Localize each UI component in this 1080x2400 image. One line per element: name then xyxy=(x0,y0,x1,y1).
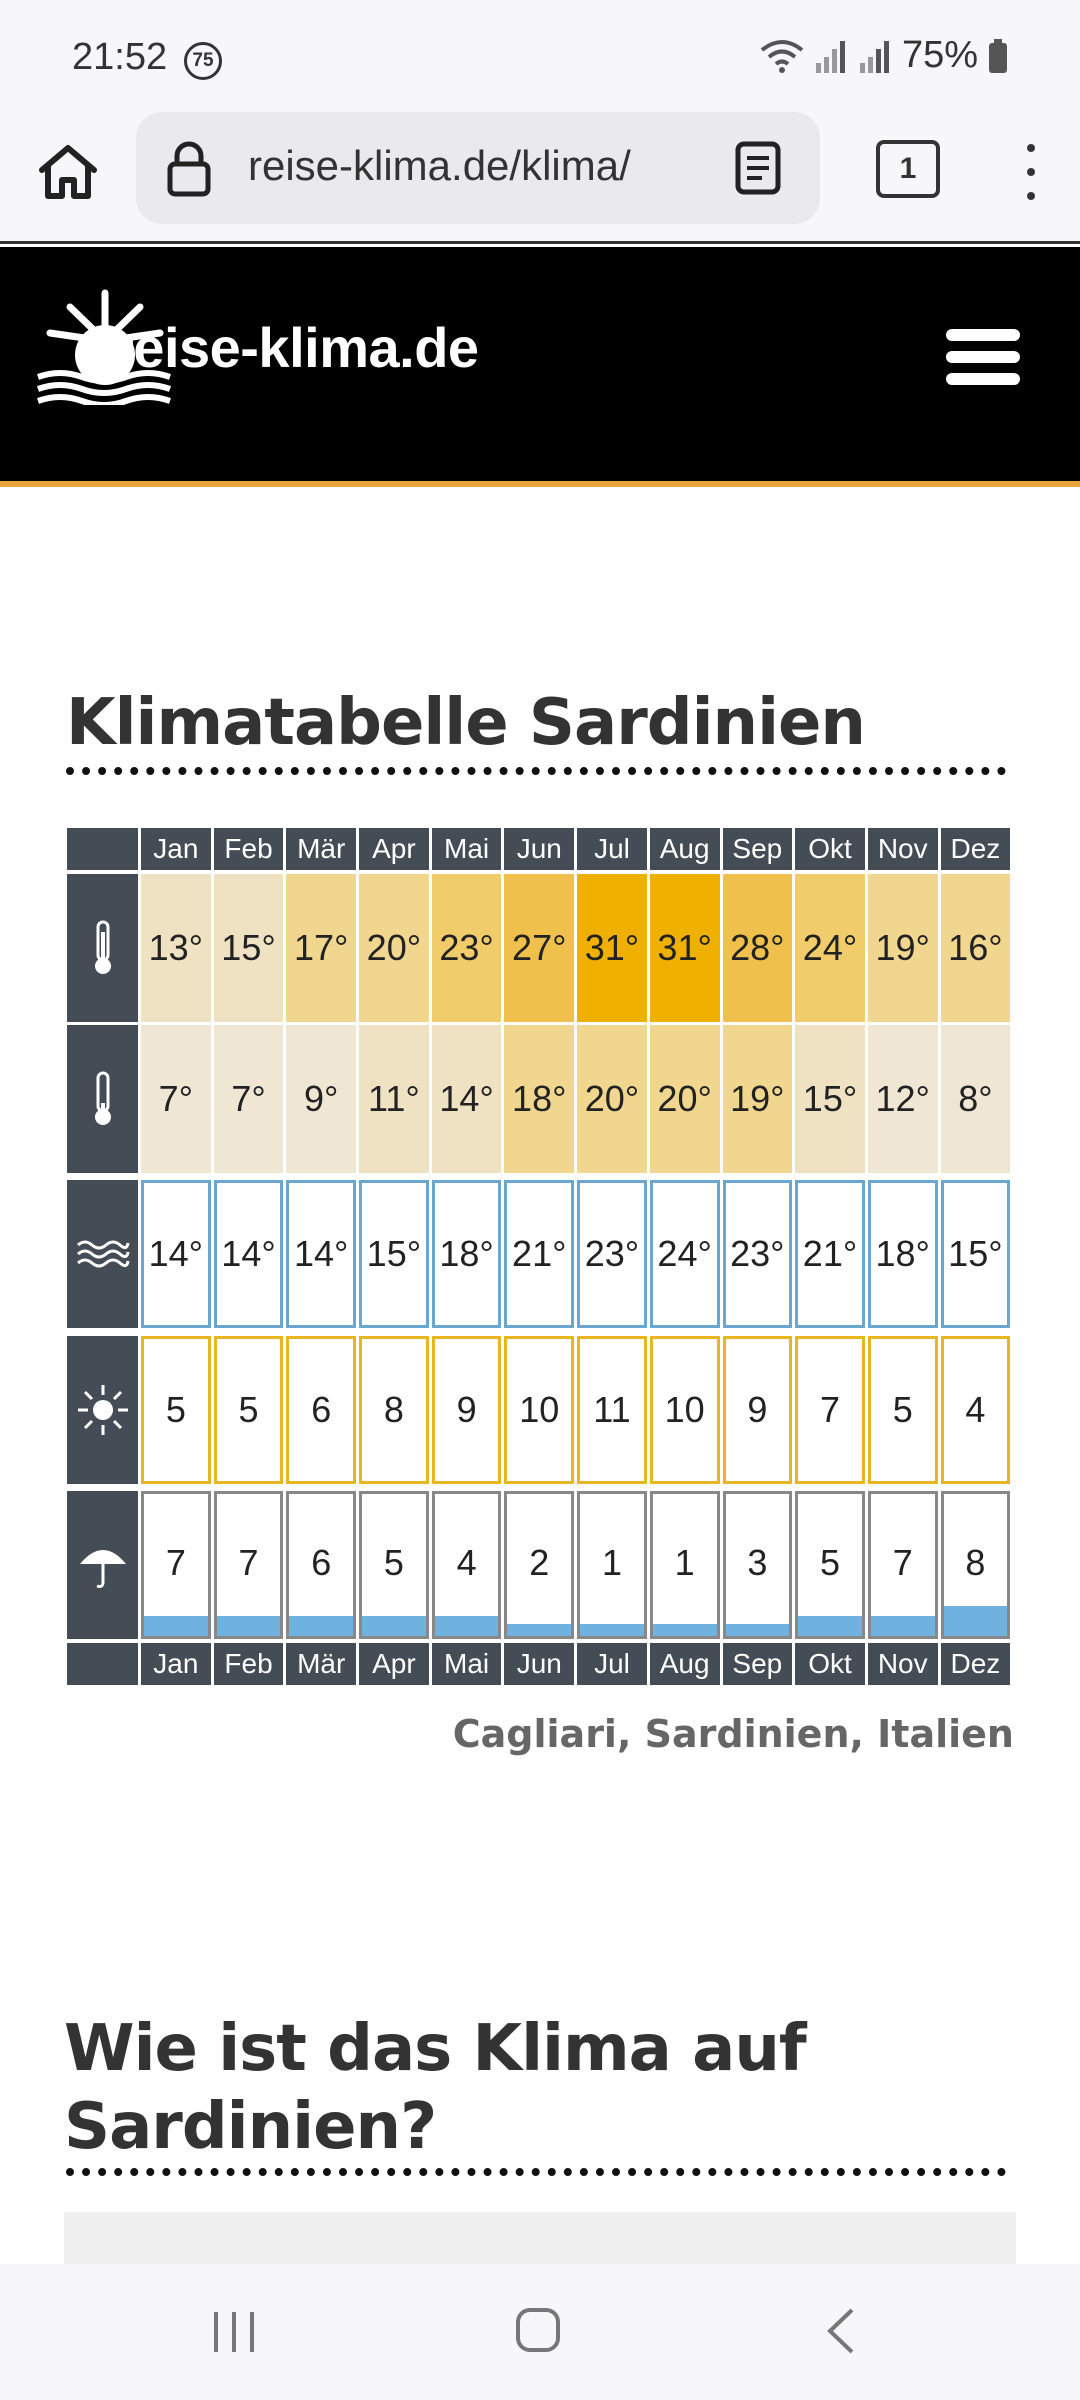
max-temp-cell-value: 16° xyxy=(948,927,1003,968)
month-footer-cell-value: Apr xyxy=(372,1648,416,1679)
month-footer-cell-value: Aug xyxy=(659,1648,710,1679)
month-header-cell xyxy=(141,828,211,870)
month-header-cell xyxy=(941,828,1011,870)
rain-days-cell xyxy=(359,1491,429,1639)
rain-days-cell xyxy=(504,1491,574,1639)
max-temp-cell-value: 24° xyxy=(802,927,858,968)
logo-text[interactable]: reise-klima.de xyxy=(112,316,479,379)
month-header-cell xyxy=(577,828,647,870)
address-bar[interactable] xyxy=(136,112,820,224)
sun-hours-cell xyxy=(504,1336,574,1484)
site-header xyxy=(0,247,1080,487)
min-temp-cell xyxy=(795,1025,865,1173)
min-temp-cell xyxy=(432,1025,502,1173)
month-header-cell-value: Feb xyxy=(224,833,273,864)
header-corner xyxy=(67,828,138,870)
max-temp-cell xyxy=(214,874,284,1022)
month-footer-cell-value: Jul xyxy=(594,1648,630,1679)
min-temp-cell xyxy=(650,1025,720,1173)
tabs-button[interactable]: 1 xyxy=(876,140,940,198)
water-temp-cell-value: 14° xyxy=(293,1233,349,1274)
month-footer-cell-value: Okt xyxy=(808,1648,852,1679)
month-header-cell xyxy=(286,828,356,870)
rain-level-bar xyxy=(871,1616,935,1636)
sun-hours-cell xyxy=(941,1336,1011,1484)
water-temp-row xyxy=(67,1180,1013,1328)
month-footer-cell xyxy=(723,1643,793,1685)
max-temp-cell xyxy=(723,874,793,1022)
sun-hours-cell-value: 7 xyxy=(820,1389,841,1430)
sun-hours-cell-value: 9 xyxy=(747,1389,768,1430)
month-footer-cell-value: Feb xyxy=(224,1648,273,1679)
signal-icon-2 xyxy=(858,39,892,73)
month-header-cell xyxy=(868,828,938,870)
sun-hours-cell-value: 6 xyxy=(311,1389,332,1430)
month-footer-cell xyxy=(432,1643,502,1685)
month-header-cell-value: Aug xyxy=(659,833,710,864)
month-header-cell xyxy=(795,828,865,870)
max-temp-cell-value: 23° xyxy=(439,927,494,968)
sun-hours-cell xyxy=(723,1336,793,1484)
thermometer-high-icon xyxy=(67,874,138,1022)
thermometer-low-icon xyxy=(67,1025,138,1173)
notification-badge: 75 xyxy=(184,42,222,80)
month-footer-cell xyxy=(141,1643,211,1685)
rain-days-cell xyxy=(577,1491,647,1639)
rain-days-cell xyxy=(286,1491,356,1639)
sun-hours-cell xyxy=(577,1336,647,1484)
browser-toolbar xyxy=(0,112,1080,244)
water-temp-cell xyxy=(141,1180,211,1328)
rain-days-cell xyxy=(432,1491,502,1639)
max-temp-row xyxy=(67,874,1013,1022)
month-footer-cell-value: Dez xyxy=(950,1648,1001,1679)
sun-hours-cell-value: 11 xyxy=(593,1389,631,1430)
section-divider xyxy=(66,2166,1006,2176)
max-temp-cell-value: 19° xyxy=(875,927,930,968)
rain-days-cell-value: 3 xyxy=(747,1542,768,1583)
rain-days-cell xyxy=(214,1491,284,1639)
month-footer-cell xyxy=(577,1643,647,1685)
month-header-cell xyxy=(214,828,284,870)
recent-apps-icon[interactable] xyxy=(214,2312,258,2352)
min-temp-cell-value: 11° xyxy=(368,1078,420,1119)
sun-hours-cell xyxy=(286,1336,356,1484)
month-footer-cell xyxy=(868,1643,938,1685)
water-temp-cell xyxy=(795,1180,865,1328)
min-temp-cell xyxy=(941,1025,1011,1173)
sun-hours-cell xyxy=(650,1336,720,1484)
rain-level-bar xyxy=(362,1616,426,1636)
max-temp-cell xyxy=(504,874,574,1022)
month-footer-cell-value: Sep xyxy=(732,1648,783,1679)
water-temp-cell xyxy=(577,1180,647,1328)
max-temp-cell xyxy=(432,874,502,1022)
min-temp-cell xyxy=(214,1025,284,1173)
max-temp-cell xyxy=(868,874,938,1022)
water-temp-cell xyxy=(650,1180,720,1328)
back-icon[interactable] xyxy=(826,2308,856,2354)
month-footer-cell xyxy=(941,1643,1011,1685)
battery-percent: 75% xyxy=(901,34,978,76)
title-divider xyxy=(66,765,1006,775)
home-icon xyxy=(36,142,100,202)
month-header-cell xyxy=(359,828,429,870)
rain-level-bar xyxy=(507,1624,571,1636)
rain-days-cell-value: 5 xyxy=(820,1542,841,1583)
page-title: Klimatabelle Sardinien xyxy=(66,686,865,760)
month-header-cell-value: Apr xyxy=(372,833,416,864)
min-temp-cell-value: 12° xyxy=(875,1078,930,1119)
min-temp-cell xyxy=(141,1025,211,1173)
sun-hours-cell-value: 10 xyxy=(664,1389,705,1430)
lock-icon xyxy=(164,140,214,198)
month-footer-cell-value: Mär xyxy=(297,1648,346,1679)
max-temp-cell-value: 15° xyxy=(221,927,276,968)
sun-hours-cell xyxy=(141,1336,211,1484)
month-header-cell xyxy=(432,828,502,870)
min-temp-cell-value: 18° xyxy=(512,1078,567,1119)
status-bar xyxy=(0,0,1080,112)
water-temp-cell-value: 14° xyxy=(221,1233,276,1274)
rain-days-cell xyxy=(723,1491,793,1639)
water-temp-cell-value: 23° xyxy=(730,1233,785,1274)
rain-level-bar xyxy=(435,1616,499,1636)
max-temp-cell-value: 28° xyxy=(730,927,785,968)
water-temp-cell-value: 18° xyxy=(439,1233,494,1274)
month-header-cell-value: Jun xyxy=(516,833,562,864)
water-temp-cell xyxy=(286,1180,356,1328)
rain-days-cell-value: 7 xyxy=(238,1542,259,1583)
section-heading: Wie ist das Klima auf Sardinien? xyxy=(64,2012,806,2164)
sun-hours-cell xyxy=(214,1336,284,1484)
min-temp-row xyxy=(67,1025,1013,1173)
min-temp-cell-value: 7° xyxy=(158,1078,194,1119)
month-header-cell xyxy=(504,828,574,870)
rain-level-bar xyxy=(217,1616,281,1636)
waves-icon xyxy=(67,1180,138,1328)
sun-hours-cell-value: 5 xyxy=(892,1389,913,1430)
month-header-cell-value: Nov xyxy=(877,833,928,864)
max-temp-cell xyxy=(795,874,865,1022)
home-button[interactable] xyxy=(32,136,104,208)
rain-level-bar xyxy=(580,1624,644,1636)
min-temp-cell-value: 14° xyxy=(439,1078,494,1119)
month-footer-cell xyxy=(795,1643,865,1685)
rain-days-cell-value: 1 xyxy=(674,1542,695,1583)
rain-days-cell-value: 2 xyxy=(529,1542,550,1583)
min-temp-cell xyxy=(868,1025,938,1173)
month-footer-cell xyxy=(650,1643,720,1685)
max-temp-cell xyxy=(286,874,356,1022)
max-temp-cell-value: 31° xyxy=(657,927,712,968)
min-temp-cell-value: 20° xyxy=(584,1078,640,1119)
month-header-cell-value: Mai xyxy=(444,833,490,864)
min-temp-cell xyxy=(286,1025,356,1173)
min-temp-cell-value: 19° xyxy=(730,1078,785,1119)
rain-days-cell-value: 7 xyxy=(165,1542,186,1583)
month-header-cell-value: Okt xyxy=(808,833,852,864)
water-temp-cell-value: 21° xyxy=(802,1233,858,1274)
rain-days-cell-value: 7 xyxy=(892,1542,913,1583)
min-temp-cell xyxy=(359,1025,429,1173)
min-temp-cell-value: 7° xyxy=(231,1078,266,1119)
min-temp-cell-value: 9° xyxy=(304,1078,339,1119)
rain-days-cell-value: 5 xyxy=(383,1542,404,1583)
month-header-cell xyxy=(723,828,793,870)
max-temp-cell xyxy=(141,874,211,1022)
sun-hours-cell-value: 9 xyxy=(456,1389,477,1430)
month-footer-cell-value: Jun xyxy=(516,1648,562,1679)
rain-days-cell xyxy=(795,1491,865,1639)
hamburger-menu-icon[interactable] xyxy=(946,327,1026,387)
status-time: 21:52 xyxy=(72,36,168,78)
month-footer-cell-value: Nov xyxy=(877,1648,928,1679)
month-header-bottom xyxy=(67,1643,1013,1685)
month-footer-cell xyxy=(504,1643,574,1685)
max-temp-cell xyxy=(650,874,720,1022)
water-temp-cell xyxy=(868,1180,938,1328)
rain-days-cell xyxy=(868,1491,938,1639)
month-footer-cell xyxy=(359,1643,429,1685)
min-temp-cell-value: 20° xyxy=(657,1078,712,1119)
month-footer-cell-value: Jan xyxy=(153,1648,199,1679)
sun-hours-cell xyxy=(795,1336,865,1484)
rain-days-cell-value: 4 xyxy=(456,1542,477,1583)
month-header-cell-value: Jan xyxy=(153,833,199,864)
min-temp-cell xyxy=(504,1025,574,1173)
max-temp-cell-value: 17° xyxy=(293,927,349,968)
max-temp-cell-value: 27° xyxy=(512,927,567,968)
sun-hours-cell-value: 4 xyxy=(965,1389,986,1430)
water-temp-cell-value: 24° xyxy=(657,1233,712,1274)
table-caption: Cagliari, Sardinien, Italien xyxy=(452,1712,1014,1756)
max-temp-cell-value: 31° xyxy=(584,927,640,968)
max-temp-cell xyxy=(359,874,429,1022)
max-temp-cell-value: 13° xyxy=(148,927,204,968)
footer-corner xyxy=(67,1643,138,1685)
month-footer-cell-value: Mai xyxy=(444,1648,490,1679)
min-temp-cell-value: 8° xyxy=(958,1078,993,1119)
sun-hours-cell xyxy=(868,1336,938,1484)
month-footer-cell xyxy=(286,1643,356,1685)
water-temp-cell xyxy=(214,1180,284,1328)
month-header-cell-value: Sep xyxy=(732,833,783,864)
rain-days-cell xyxy=(650,1491,720,1639)
system-nav-bar xyxy=(0,2264,1080,2400)
month-header-cell xyxy=(650,828,720,870)
rain-level-bar xyxy=(144,1616,208,1636)
rain-days-cell xyxy=(141,1491,211,1639)
water-temp-cell-value: 15° xyxy=(948,1233,1003,1274)
sun-hours-cell xyxy=(432,1336,502,1484)
wifi-icon xyxy=(760,38,804,74)
water-temp-cell-value: 23° xyxy=(584,1233,640,1274)
water-temp-cell xyxy=(504,1180,574,1328)
nav-home-icon[interactable] xyxy=(516,2308,560,2352)
rain-level-bar xyxy=(798,1616,862,1636)
min-temp-cell xyxy=(723,1025,793,1173)
rain-days-cell xyxy=(941,1491,1011,1639)
sun-hours-cell-value: 10 xyxy=(519,1389,560,1430)
month-header-top xyxy=(67,828,1013,870)
rain-days-cell-value: 8 xyxy=(965,1542,986,1583)
water-temp-cell-value: 15° xyxy=(366,1233,422,1274)
rain-level-bar xyxy=(289,1616,353,1636)
water-temp-cell-value: 21° xyxy=(512,1233,567,1274)
rain-level-bar xyxy=(653,1624,717,1636)
battery-icon xyxy=(988,39,1008,73)
umbrella-icon xyxy=(67,1491,138,1639)
month-footer-cell xyxy=(214,1643,284,1685)
sun-hours-cell-value: 5 xyxy=(238,1389,259,1430)
rain-days-cell-value: 1 xyxy=(601,1542,622,1583)
water-temp-cell xyxy=(941,1180,1011,1328)
url-text[interactable]: reise-klima.de/klima/ xyxy=(248,142,631,189)
rain-level-bar xyxy=(726,1624,790,1636)
max-temp-cell xyxy=(941,874,1011,1022)
rain-days-cell-value: 6 xyxy=(311,1542,332,1583)
water-temp-cell-value: 14° xyxy=(148,1233,204,1274)
sun-hours-cell-value: 5 xyxy=(165,1389,186,1430)
sun-hours-row xyxy=(67,1336,1013,1484)
min-temp-cell-value: 15° xyxy=(802,1078,858,1119)
water-temp-cell xyxy=(359,1180,429,1328)
water-temp-cell xyxy=(723,1180,793,1328)
sun-icon xyxy=(67,1336,138,1484)
month-header-cell-value: Jul xyxy=(594,833,630,864)
rain-days-row xyxy=(67,1491,1013,1639)
sun-hours-cell-value: 8 xyxy=(383,1389,404,1430)
min-temp-cell xyxy=(577,1025,647,1173)
water-temp-cell-value: 18° xyxy=(875,1233,930,1274)
rain-level-bar xyxy=(944,1606,1008,1636)
sun-hours-cell xyxy=(359,1336,429,1484)
signal-icon xyxy=(814,39,848,73)
water-temp-cell xyxy=(432,1180,502,1328)
reader-mode-icon[interactable] xyxy=(734,140,782,196)
more-menu-icon[interactable] xyxy=(1018,140,1044,204)
max-temp-cell-value: 20° xyxy=(366,927,422,968)
max-temp-cell xyxy=(577,874,647,1022)
month-header-cell-value: Dez xyxy=(950,833,1001,864)
month-header-cell-value: Mär xyxy=(297,833,346,864)
